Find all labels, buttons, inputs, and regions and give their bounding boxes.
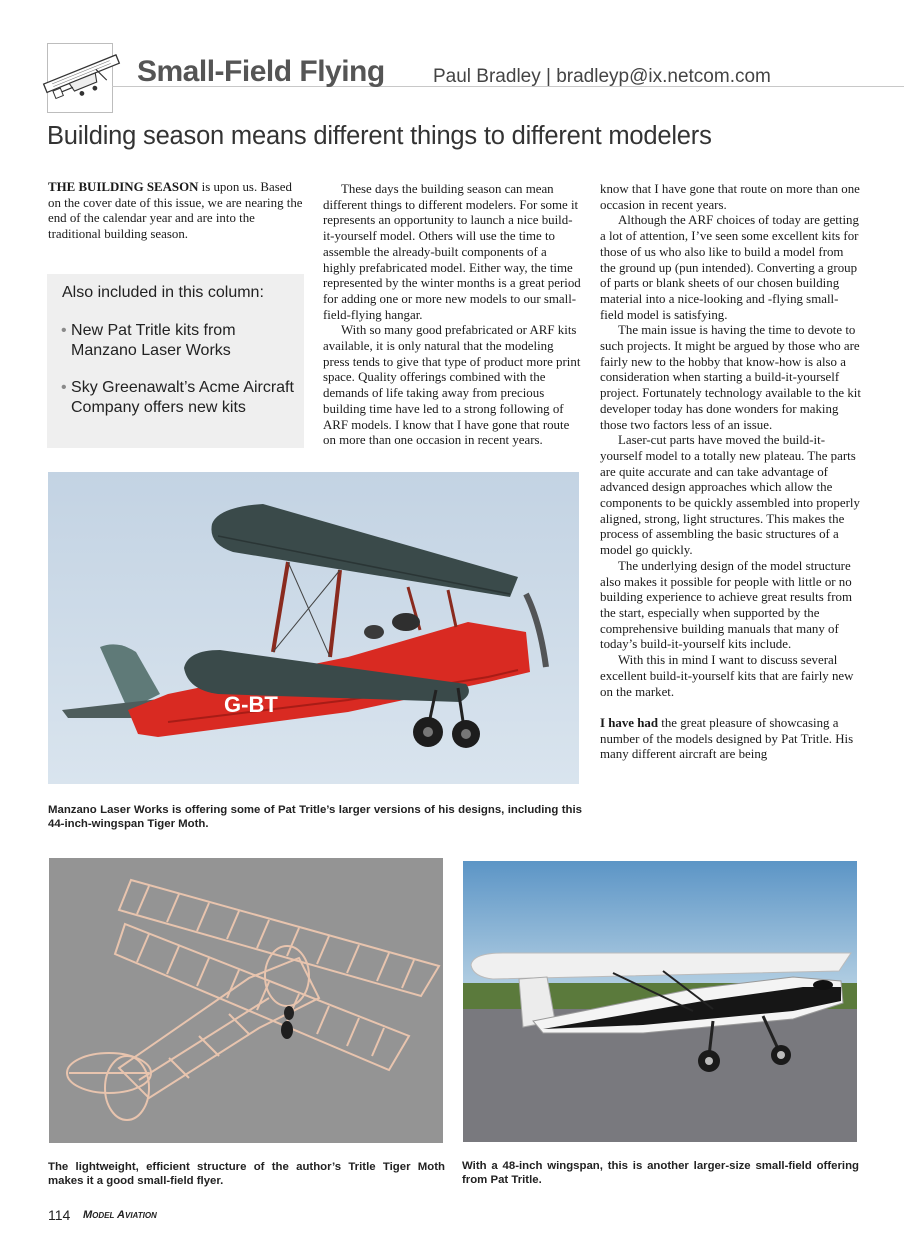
article-paragraph-3-continued: know that I have gone that route on more than one occasion in recent years. (600, 182, 860, 212)
airplane-icon (48, 44, 112, 112)
article-paragraph-9: I have had the great pleasure of showcasing a number of the models designed by Pat Tritle. His many different aircraft are being (600, 715, 854, 762)
photo-caption-2: The lightweight, efficient structure of the author’s Tritle Tiger Moth makes it a good small-field flyer. (48, 1161, 445, 1187)
article-paragraph-8: With this in mind I want to discuss several excellent build-it-yourself kits that are fairly new on the market. (600, 653, 854, 699)
high-wing-model-photo (463, 861, 857, 1142)
also-included-item: • Sky Greenawalt’s Acme Aircraft Company offers new kits (61, 379, 294, 416)
balsa-structure-image (49, 858, 443, 1143)
article-column-1 (48, 180, 304, 243)
article-column-2 (323, 182, 581, 448)
headline: Building season means different things to different modelers (47, 122, 712, 150)
page-number: 114 (48, 1207, 71, 1223)
column-name: Small-Field Flying (137, 55, 385, 88)
article-paragraph-4: Although the ARF choices of today are getting a lot of attention, I’ve seen some excellent kits for those of us who also like to build a model from the ground up (pun intended). Converting a group of parts or blank sheets of our chosen building material into a nice-looking and -flying small-field model is satisfying. (600, 213, 859, 322)
column-logo (47, 43, 113, 113)
registration-text: G-BT (224, 692, 278, 717)
article-paragraph-7: The underlying design of the model structure also makes it possible for people with little or no building experience to achieve great results from the start, especially when supported by the comprehensive building manuals that many of today’s build-it-yourself kits include. (600, 558, 852, 652)
byline: Paul Bradley | bradleyp@ix.netcom.com (433, 66, 771, 87)
article-paragraph-1: THE BUILDING SEASON is upon us. Based on the cover date of this issue, we are nearing the end of the calendar year and are into the traditional building season. (48, 180, 303, 242)
article-paragraph-3: With so many good prefabricated or ARF kits available, it is only natural that the modeling press tends to give that type of product more print space. Quality offerings combined with the demands of life taking away from precious building time have led to a strong following of ARF models. I know that I have gone that route on more than one occasion in recent years. (323, 323, 581, 448)
tiger-moth-image (48, 472, 579, 784)
also-included-box (47, 274, 304, 448)
article-paragraph-5: The main issue is having the time to devote to such projects. It might be argued by those who are fairly new to the hobby that know-how is also a consideration when starting a build-it-yourself project. Fortunately technology available to the kit developer today has done wonders for making those two factors less of an issue. (600, 323, 861, 432)
bullet-icon: • (61, 322, 72, 339)
tiger-moth-structure-photo (49, 858, 443, 1143)
photo-caption-3: With a 48-inch wingspan, this is another larger-size small-field offering from Pat Tritle. (462, 1160, 859, 1186)
magazine-name: Model Aviation (83, 1209, 157, 1221)
tiger-moth-flight-photo (48, 472, 579, 784)
high-wing-model-image (463, 861, 857, 1142)
bullet-icon: • (61, 379, 72, 396)
article-paragraph-2: These days the building season can mean different things to different modelers. For some it represents an opportunity to launch a nice build-it-yourself model. Others will use the time to assemble the already-built components of a highly prefabricated model. Either way, the time represented by the winter months is a great period for adding one or more new models to our small-field-flying hangar. (323, 182, 581, 322)
article-paragraph-6: Laser-cut parts have moved the build-it-yourself model to a totally new plateau. The parts are quite accurate and can take advantage of advanced design approaches which allow the components to be quickly assembled into properly aligned, strong, light structures. This makes the process of assembling the basic structures of a model go quickly. (600, 433, 860, 558)
also-included-item: • New Pat Tritle kits from Manzano Laser Works (61, 322, 236, 359)
lead-in: THE BUILDING SEASON (48, 180, 199, 194)
article-column-3 (600, 182, 862, 763)
also-included-title: Also included in this column: (62, 284, 264, 301)
photo-caption-1: Manzano Laser Works is offering some of Pat Tritle’s larger versions of his designs, including this 44-inch-wingspan Tiger Moth. (48, 804, 582, 830)
